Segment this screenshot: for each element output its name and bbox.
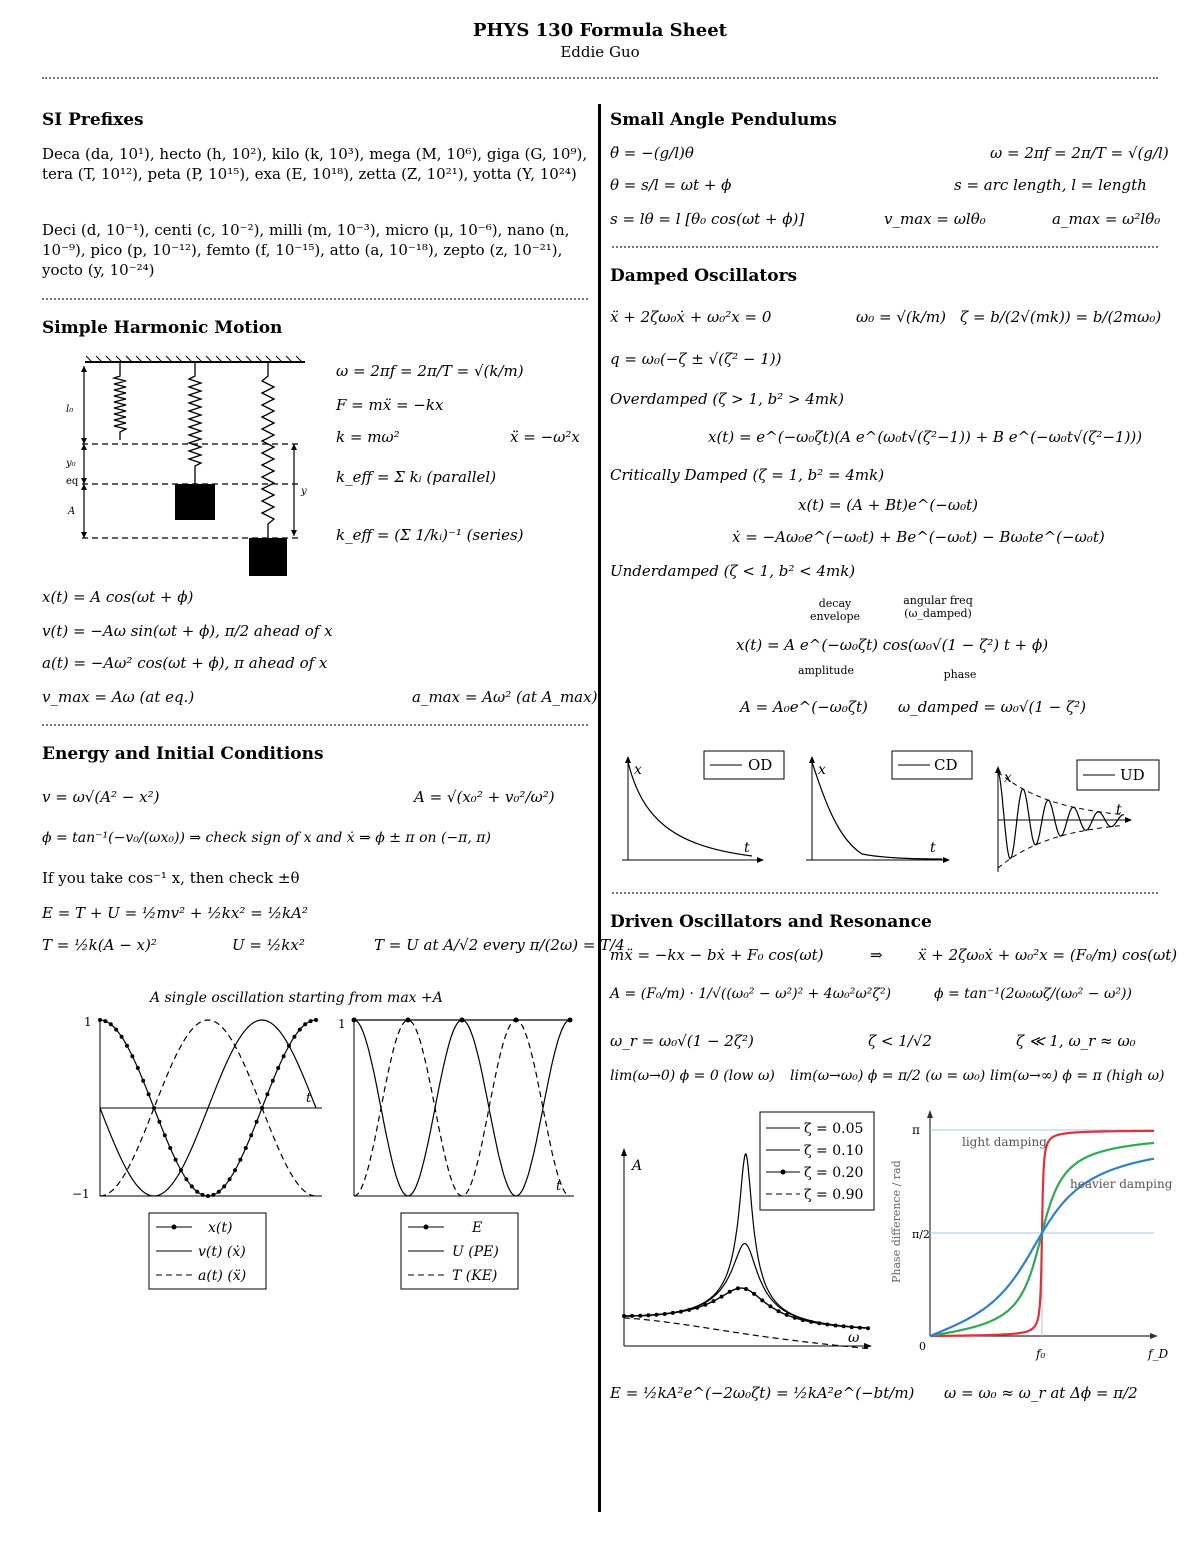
shm-keff-series: k_eff = (Σ 1/kᵢ)⁻¹ (series) [336,526,524,544]
driven-eq10: lim(ω→∞) ϕ = π (high ω) [990,1068,1165,1084]
series-x-point [265,1092,269,1096]
label-y0: y₀ [66,458,76,469]
pend-eq1: θ̈ = −(g/l)θ [610,144,694,162]
series-x-point [174,1158,178,1162]
series-x-point [179,1168,183,1172]
res-curve-090 [624,1318,868,1349]
legend-E: E [472,1220,483,1236]
angular-freq-note: angular freq (ω_damped) [903,594,973,620]
cd-panel [806,751,972,863]
res-curve-020-point [752,1292,756,1296]
svg-text:ζ = 0.90: ζ = 0.90 [804,1187,864,1203]
resonance-ylabel: A [632,1158,643,1174]
driven-eq4: ϕ = tan⁻¹(2ω₀ωζ/(ω₀² − ω²)) [934,986,1132,1002]
pend-eq4: s = arc length, l = length [954,176,1147,194]
pend-eq5: s = lθ = l [θ₀ cos(ωt + ϕ)] [610,210,805,228]
series-x-point [206,1194,210,1198]
res-curve-020-point [646,1313,650,1317]
driven-eq7: ζ ≪ 1, ω_r ≈ ω₀ [1016,1032,1136,1050]
series-x-point [276,1066,280,1070]
series-x-point [157,1120,161,1124]
driven-eq12: ω = ω₀ ≈ ω_r at Δϕ = π/2 [944,1384,1138,1402]
res-curve-020-markers [622,1286,870,1330]
damped-eq3: ζ = b/(2√(mk)) = b/(2mω₀) [960,308,1162,326]
svg-text:x: x [818,762,826,778]
res-curve-020-point [622,1314,626,1318]
shm-heading: Simple Harmonic Motion [42,318,283,338]
shm-k: k = mω² [336,428,400,446]
series-x-point [292,1035,296,1039]
series-x-point [271,1079,275,1083]
svg-text:f₀: f₀ [1036,1347,1046,1361]
shm-chart-ytick-top: 1 [84,1015,92,1029]
energy-heading: Energy and Initial Conditions [42,744,324,764]
series-x-point [195,1190,199,1194]
series-x-point [249,1133,253,1137]
shm-force: F = mẍ = −kx [336,396,444,414]
label-y: y [301,486,307,497]
series-x-point [125,1044,129,1048]
series-x-point [287,1044,291,1048]
decay-envelope-note: decay envelope [809,597,860,623]
series-x-point [228,1177,232,1181]
legend-v: v(t) (ẋ) [198,1244,246,1260]
res-curve-010 [624,1244,868,1329]
driven-eq1b: ⇒ [870,946,883,964]
series-x-point [184,1177,188,1181]
damped-charts [612,748,1172,873]
series-x-point [152,1106,156,1110]
damped-heading: Damped Oscillators [610,266,798,286]
series-x-point [298,1028,302,1032]
series-x-point [114,1028,118,1032]
energy-chart-xlabel: t [556,1179,562,1194]
svg-text:0: 0 [919,1340,926,1353]
shm-omega: ω = 2πf = 2π/T = √(k/m) [336,362,524,380]
energy-legend [400,1212,520,1290]
driven-eq11: E = ½kA²e^(−2ω₀ζt) = ½kA²e^(−bt/m) [610,1384,915,1402]
damped-eq2: ω₀ = √(k/m) [856,308,946,326]
underdamped-eq2: A = A₀e^(−ω₀ζt) [740,698,868,716]
res-curve-020-point [785,1313,789,1317]
ud-legend: UD [1120,766,1145,784]
svg-text:f_D: f_D [1148,1347,1169,1361]
driven-eq6: ζ < 1/√2 [868,1032,932,1050]
si-divider [42,298,588,300]
energy-eq6: T = ½k(A − x)² [42,936,157,954]
label-A: A [68,506,76,517]
damped-eq4: q = ω₀(−ζ ± √(ζ² − 1)) [610,350,782,368]
svg-text:ζ = 0.10: ζ = 0.10 [804,1143,864,1159]
series-x-point [136,1066,140,1070]
resonance-chart [612,1108,882,1358]
res-curve-020-point [858,1326,862,1330]
svg-text:ζ = 0.20: ζ = 0.20 [804,1165,864,1181]
energy-eq2: A = √(x₀² + v₀²/ω²) [414,788,555,806]
res-curve-020-point [793,1316,797,1320]
series-x-point [98,1018,102,1022]
series-x-point [190,1184,194,1188]
mass-block-eq [175,484,215,520]
res-curve-020-point [842,1324,846,1328]
res-curve-020-point [638,1314,642,1318]
res-curve-020-point [768,1304,772,1308]
res-curve-020-point [809,1320,813,1324]
damped-eq1: ẍ + 2ζω₀ẋ + ω₀²x = 0 [610,308,772,326]
svg-text:π/2: π/2 [912,1228,930,1241]
shm-x: x(t) = A cos(ωt + ϕ) [42,588,194,606]
driven-eq1: mẍ = −kx − bẋ + F₀ cos(ωt) [610,946,824,964]
series-x-point [120,1035,124,1039]
spring-diagram [60,356,320,582]
page-author: Eddie Guo [560,43,640,61]
pend-eq6: v_max = ωlθ₀ [884,210,986,228]
amplitude-note: amplitude [797,664,855,677]
res-curve-020-point [712,1299,716,1303]
shm-chart-ytick-bottom: −1 [72,1187,90,1201]
energy-eq5: E = T + U = ½mv² + ½kx² = ½kA² [42,904,308,922]
series-x-point [109,1022,113,1026]
series-x-point [141,1079,145,1083]
res-curve-020-point [695,1306,699,1310]
shm-chart-xlabel: t [306,1091,312,1106]
damped-divider [612,892,1158,894]
svg-text:t: t [1116,802,1122,818]
res-curve-020-point [760,1298,764,1302]
energy-eq8: T = U at A/√2 every π/(2ω) = T/4 [374,936,625,954]
res-curve-020-point [687,1308,691,1312]
od-legend: OD [748,756,773,774]
series-E-point [406,1018,411,1023]
pend-divider [612,246,1158,248]
critically-damped-eq2: ẋ = −Aω₀e^(−ω₀t) + Be^(−ω₀t) − Bω₀te^(−ω₀t) [732,528,1105,546]
series-x-point [163,1133,167,1137]
series-x-point [309,1019,313,1023]
energy-eq4: If you take cos⁻¹ x, then check ±θ [42,869,300,887]
series-x-point [233,1168,237,1172]
res-curve-020-point [720,1295,724,1299]
underdamped-label: Underdamped (ζ < 1, b² < 4mk) [610,562,856,580]
driven-eq5: ω_r = ω₀√(1 − 2ζ²) [610,1032,754,1050]
res-curve-020-point [825,1323,829,1327]
legend-T: T (KE) [452,1268,498,1284]
series-x-point [255,1120,259,1124]
overdamped-eq: x(t) = e^(−ω₀ζt)(A e^(ω₀t√(ζ²−1)) + B e^(−ω₀t√(ζ²−1))) [708,428,1143,446]
svg-text:π: π [912,1123,920,1137]
driven-heading: Driven Oscillators and Resonance [610,912,932,932]
overdamped-label: Overdamped (ζ > 1, b² > 4mk) [610,390,845,408]
series-x-point [130,1054,134,1058]
energy-eq7: U = ½kx² [232,936,305,954]
legend-x: x(t) [208,1220,233,1236]
svg-text:x: x [634,762,642,778]
series-x-point [282,1054,286,1058]
energy-chart [330,1012,580,1202]
series-x-point [217,1190,221,1194]
si-heading: SI Prefixes [42,110,144,130]
header-divider [42,77,1158,79]
spring-2 [189,362,201,484]
heavier-damping-note: heavier damping [1070,1177,1173,1191]
series-U-line [354,1020,570,1196]
res-curve-020-point [663,1312,667,1316]
res-curve-020-point [703,1303,707,1307]
res-curve-020-point [866,1326,870,1330]
svg-text:t: t [744,840,750,856]
driven-eq2: ẍ + 2ζω₀ẋ + ω₀²x = (F₀/m) cos(ωt) [918,946,1178,964]
res-curve-020-point [817,1321,821,1325]
od-panel [622,751,784,863]
phase-note: phase [943,668,977,681]
series-x-point [211,1193,215,1197]
light-damping-note: light damping [962,1135,1047,1149]
series-E-point [352,1018,357,1023]
column-divider [598,104,601,1512]
ud-envelope-bottom [998,825,1124,868]
shm-chart [60,1012,330,1202]
energy-eq3: ϕ = tan⁻¹(−v₀/(ωx₀)) ⇒ check sign of x and ẋ ⇒ ϕ ± π on (−π, π) [42,830,491,846]
pendulum-heading: Small Angle Pendulums [610,110,837,130]
driven-eq3: A = (F₀/m) · 1/√((ω₀² − ω²)² + 4ω₀²ω²ζ²) [610,986,892,1002]
si-small-prefixes: Deci (d, 10⁻¹), centi (c, 10⁻²), milli (m, 10⁻³), micro (μ, 10⁻⁶), nano (n, 10⁻⁹), pico (p, 10⁻¹²), femto (f, 10⁻¹⁵), atto (a, 10⁻¹⁸), zepto (z, 10⁻²¹), yocto (y, 10⁻²⁴) [42,221,570,279]
series-x-point [201,1193,205,1197]
driven-eq8: lim(ω→0) ϕ = 0 (low ω) [610,1068,775,1084]
label-eq: eq [66,476,79,487]
pend-eq7: a_max = ω²lθ₀ [1052,210,1161,228]
pend-eq2: ω = 2πf = 2π/T = √(g/l) [990,144,1169,162]
ud-panel [995,760,1159,872]
mass-block-stretched [249,538,287,576]
label-l0: l₀ [66,404,74,415]
series-T-line [354,1020,570,1196]
series-E-point [460,1018,465,1023]
energy-chart-ytick-top: 1 [338,1017,346,1031]
series-x-point [222,1184,226,1188]
resonance-xlabel: ω [848,1330,860,1346]
shm-amax: a_max = Aω² (at A_max) [412,688,598,706]
critically-damped-eq1: x(t) = (A + Bt)e^(−ω₀t) [798,496,978,514]
res-curve-020-point [655,1313,659,1317]
series-x-point [303,1022,307,1026]
series-x-point [103,1019,107,1023]
pend-eq3: θ = s/l = ωt + ϕ [610,176,732,194]
legend-U: U (PE) [452,1244,499,1260]
svg-text:t: t [930,840,936,856]
cd-legend: CD [934,756,958,774]
res-curve-020-point [736,1286,740,1290]
shm-v: v(t) = −Aω sin(ωt + ϕ), π/2 ahead of x [42,622,333,640]
series-x-point [314,1018,318,1022]
res-curve-020-point [850,1325,854,1329]
series-E-point [514,1018,519,1023]
underdamped-eq: x(t) = A e^(−ω₀ζt) cos(ω₀√(1 − ζ²) t + ϕ) [736,636,1049,654]
series-x-point [238,1158,242,1162]
svg-text:x: x [1004,770,1012,786]
series-x-point [168,1146,172,1150]
res-curve-020-point [671,1311,675,1315]
phase-ylabel: Phase difference / rad [890,1160,903,1283]
legend-a: a(t) (ẍ) [198,1268,247,1284]
svg-text:ζ = 0.05: ζ = 0.05 [804,1121,864,1137]
series-x-point [260,1106,264,1110]
si-big-prefixes: Deca (da, 10¹), hecto (h, 10²), kilo (k, 10³), mega (M, 10⁶), giga (G, 10⁹), tera (T, 10¹²), peta (P, 10¹⁵), exa (E, 10¹⁸), zetta (Z, 10²¹), yotta (Y, 10²⁴) [42,145,588,183]
series-x-point [244,1146,248,1150]
shm-xdd: ẍ = −ω²x [510,428,580,446]
res-curve-020 [624,1288,868,1328]
oscillation-plot-title: A single oscillation starting from max +A [150,990,443,1006]
shm-vmax: v_max = Aω (at eq.) [42,688,195,706]
res-curve-020-point [630,1314,634,1318]
res-curve-020-point [801,1318,805,1322]
energy-eq1: v = ω√(A² − x²) [42,788,160,806]
shm-a: a(t) = −Aω² cos(ωt + ϕ), π ahead of x [42,654,328,672]
res-curve-020-point [679,1310,683,1314]
spring-1 [114,362,126,440]
page-header [0,20,1200,61]
underdamped-eq3: ω_damped = ω₀√(1 − ζ²) [898,698,1086,716]
series-E-point [568,1018,573,1023]
driven-eq9: lim(ω→ω₀) ϕ = π/2 (ω = ω₀) [790,1068,986,1084]
phase-chart [886,1108,1173,1368]
page-title: PHYS 130 Formula Sheet [473,20,727,41]
res-curve-020-point [777,1309,781,1313]
spring-3 [262,362,274,538]
res-curve-020-point [834,1324,838,1328]
shm-keff-parallel: k_eff = Σ kᵢ (parallel) [336,468,497,486]
res-curve-020-point [728,1290,732,1294]
res-curve-020-point [744,1287,748,1291]
shm-divider [42,724,588,726]
critically-damped-label: Critically Damped (ζ = 1, b² = 4mk) [610,466,885,484]
series-x-point [147,1092,151,1096]
shm-legend [148,1212,268,1290]
